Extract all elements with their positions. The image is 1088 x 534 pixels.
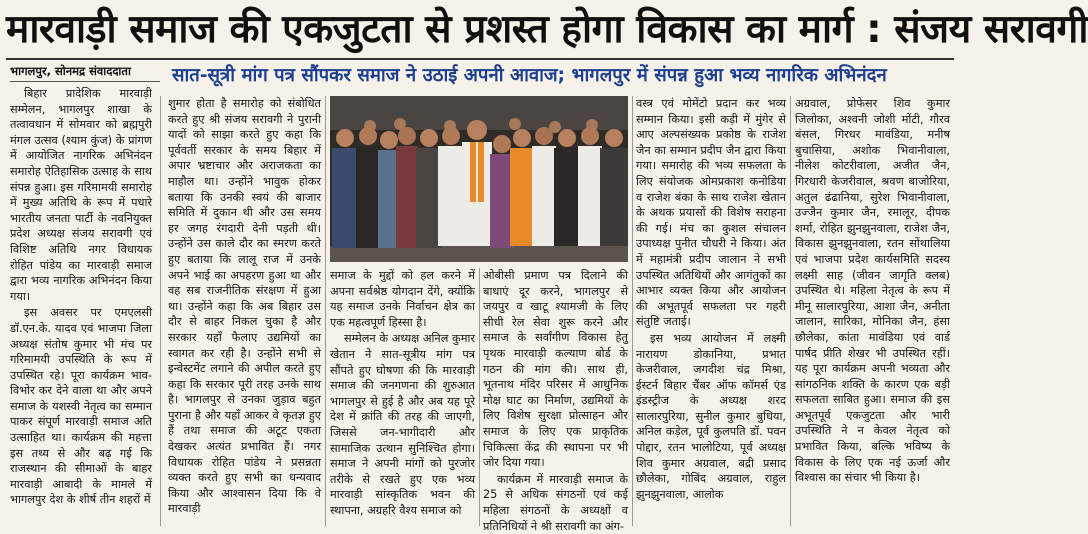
paragraph: सम्मेलन के अध्यक्ष अनिल कुमार खेतान ने सात-सूत्रीय मांग पत्र सौंपते हुए घोषणा की कि मारवाड़ी समाज की जनगणना की शुरुआत भागलपुर से हुई है और अब यह पूरे देश में क्रांति की तरह की जाएगी, जिससे जन-भागीदारी और सामाजिक उत्थान सुनिश्चित होगा। समाज ने अपनी मांगों को पुरजोर तरीके से रखते हुए एक भव्य मारवाड़ी सांस्कृतिक भवन की स्थापना, अग्रहरि वैश्य समाज को — [330, 332, 475, 517]
paragraph: समाज के मुद्दों को हल करने में अपना सर्वश्रेष्ठ योगदान देंगे, क्योंकि यह समाज उनके निर्वाचन क्षेत्र का एक महत्वपूर्ण हिस्सा है। — [330, 269, 475, 329]
paragraph: इस भव्य आयोजन में लक्ष्मी नारायण डोकानिया, प्रभात केजरीवाल, जगदीश चंद्र मिश्रा, ईस्टर्न बिहार चैंबर ऑफ कॉमर्स एंड इंडस्ट्रीज के अध्यक्ष शरद सालारपुरिया, सुनील कुमार बुधिया, अनिल कड़ेल, पूर्व कुलपति डॉ. पवन पोद्दार, रतन भालोटिया, पूर्व अध्यक्ष शिव कुमार अग्रवाल, बद्री प्रसाद छौलेका, गोबिंद अग्रवाल, राहुल झुनझुनवाला, आलोक — [636, 331, 786, 501]
column-divider — [160, 96, 161, 526]
column-divider — [632, 96, 633, 526]
paragraph: शुमार होता है समारोह को संबोधित करते हुए श्री संजय सरावगी ने पुरानी यादों को साझा करते हुए कहा कि पूर्ववर्ती सरकार के समय बिहार में अपार भ्रष्टाचार और अराजकता का माहौल था। उन्होंने भावुक होकर बताया कि उनकी स्वयं की बाजार समिति में दुकान थी और उस समय हर जगह रंगदारी देनी पड़ती थी। उन्होंने उस काले दौर का स्मरण करते हुए बताया कि लालू राज में उनके अपने भाई का अपहरण हुआ था और वह सब राजनीतिक संरक्षण में हुआ था। उन्होंने कहा कि अब बिहार उस दौर से बाहर निकल चुका है और सरकार यहाँ फैलाए उद्यमियों का स्वागत कर रही है। उन्होंने सभी से इन्वेस्टमेंट लगाने की अपील करते हुए कहा कि सरकार पूरी तरह उनके साथ है। भागलपुर से उनका जुड़ाव बहुत पुराना है और यहाँ आकर वे कृतज्ञ हुए हैं तथा समाज की अटूट एकता देखकर अत्यंत प्रभावित हैं। नगर विधायक रोहित पांडेय ने प्रसन्नता व्यक्त करते हुए सभी का धन्यवाद किया और आश्वासन दिया कि वे मारवाड़ी — [168, 97, 321, 516]
article-column-4 — [483, 268, 628, 533]
article-column-1 — [10, 86, 152, 526]
group-photo — [330, 96, 628, 262]
paragraph: वस्त्र एवं मोमेंटो प्रदान कर भव्य सम्मान किया। इसी कड़ी में मुंगेर से आए अल्पसंख्यक प्रकोष्ठ के राजेश जैन का सम्मान प्रदीप जैन द्वारा किया गया। समारोह की भव्य सफलता के लिए संयोजक ओमप्रकाश कनोडिया व राजेश बंका के साथ राजेश खेतान के अथक प्रयासों की विशेष सराहना की गई। मंच का कुशल संचालन उपाध्यक्ष पुनीत चौधरी ने किया। अंत में महामंत्री प्रदीप जालान ने सभी उपस्थित अतिथियों और आगंतुकों का आभार व्यक्त किया और आयोजन की अभूतपूर्व सफलता पर गहरी संतुष्टि जताई। — [636, 97, 786, 329]
article-column-3 — [330, 268, 475, 526]
paragraph: बिहार प्रादेशिक मारवाड़ी सम्मेलन, भागलपुर शाखा के तत्वावधान में सोमवार को ब्रह्मपुरी मंगल उत्सव (श्याम कुंज) के प्रांगण में आयोजित नागरिक अभिनंदन समारोह ऐतिहासिक उत्साह के साथ संपन्न हुआ। इस गरिमामयी समारोह में मुख्य अतिथि के रूप में पधारे भारतीय जनता पार्टी के नवनियुक्त प्रदेश अध्यक्ष संजय सरावगी एवं विशिष्ट अतिथि नगर विधायक रोहित पांडेय का मारवाड़ी समाज द्वारा भव्य नागरिक अभिनंदन किया गया। — [10, 87, 152, 303]
column-divider — [790, 96, 791, 526]
column-divider — [325, 96, 326, 526]
paragraph: अग्रवाल, प्रोफेसर शिव कुमार जिलोका, अश्वनी जोशी मोंटी, गौरव बंसल, गिरधर मावंडिया, मनीष बुचासिया, अशोक भिवानीवाला, नीलेश कोटरीवाला, अजीत जैन, गिरधारी केजरीवाल, श्रवण बाजोरिया, अतुल ढंढानिया, सुरेश भिवानीवाला, उज्जैन कुमार जैन, रमालूर, दीपक शर्मा, रोहित झुनझुनवाला, राजेश जैन, विकास झुनझुनवाला, रतन सोंथालिया एवं भाजपा प्रदेश कार्यसमिति सदस्य लक्ष्मी साह (जीवन जागृति क्लब) उपस्थित थे। महिला नेतृत्व के रूप में मीनू सालारपुरिया, आशा जैन, अनीता जालान, सारिका, मोनिका जैन, हंसा छौलेका, कांता मावंडिया एवं वार्ड पार्षद प्रीति शेखर भी उपस्थित रहीं। यह पूरा कार्यक्रम अपनी भव्यता और सांगठनिक शक्ति के कारण एक बड़ी सफलता साबित हुआ। समाज की इस अभूतपूर्व एकजुटता और भारी उपस्थिति ने न केवल नेतृत्व को प्रभावित किया, बल्कि भविष्य के विकास के लिए एक नई ऊर्जा और विश्वास का संचार भी किया है। — [795, 97, 950, 485]
headline-rule — [6, 58, 954, 60]
dateline-rule — [10, 81, 160, 82]
paragraph: इस अवसर पर एमएलसी डॉ.एन.के. यादव एवं भाजपा जिला अध्यक्ष संतोष कुमार भी मंच पर गरिमामयी उपस्थिति के रूप में उपस्थित रहे। पूरा कार्यक्रम भाव-विभोर कर देने वाला था और अपने समाज के यशस्वी नेतृत्व का सम्मान पाकर संपूर्ण मारवाड़ी समाज अति उत्साहित था। कार्यक्रम की महत्ता इस तथ्य से और बढ़ गई कि राजस्थान की सीमाओं के बाहर मारवाड़ी आबादी के मामले में भागलपुर देश के शीर्ष तीन शहरों में — [10, 306, 152, 507]
dateline: भागलपुर, सोनमद्र संवाददाता — [10, 64, 131, 78]
group-photo-icon — [330, 96, 628, 262]
headline: मारवाड़ी समाज की एकजुटता से प्रशस्त होगा विकास का मार्ग : संजय सरावगी — [6, 7, 1088, 52]
column-divider — [479, 268, 480, 526]
article-column-5 — [636, 96, 786, 526]
subheadline: सात-सूत्री मांग पत्र सौंपकर समाज ने उठाई अपनी आवाज; भागलपुर में संपन्न हुआ भव्य नागरिक अभिनंदन — [172, 65, 887, 86]
article-column-2 — [168, 96, 321, 526]
article-column-6 — [795, 96, 950, 526]
paragraph: ओबीसी प्रमाण पत्र दिलाने की बाधाएं दूर करने, भागलपुर से जयपुर व खाटू श्यामजी के लिए सीधी रेल सेवा शुरू करने और समाज के सर्वांगीण विकास हेतु पृथक मारवाड़ी कल्याण बोर्ड के गठन की मांग की। साथ ही, भूतनाथ मंदिर परिसर में आधुनिक मोक्ष घाट का निर्माण, उद्यमियों के लिए विशेष सुरक्षा प्रोत्साहन और समाज के लिए एक प्राकृतिक चिकित्सा केंद्र की स्थापना पर भी जोर दिया गया। — [483, 269, 628, 470]
paragraph: कार्यक्रम में मारवाड़ी समाज के 25 से अधिक संगठनों एवं कई महिला संगठनों के अध्यक्षों व प्रतिनिधियों ने श्री सरावगी का अंग- — [483, 472, 628, 533]
